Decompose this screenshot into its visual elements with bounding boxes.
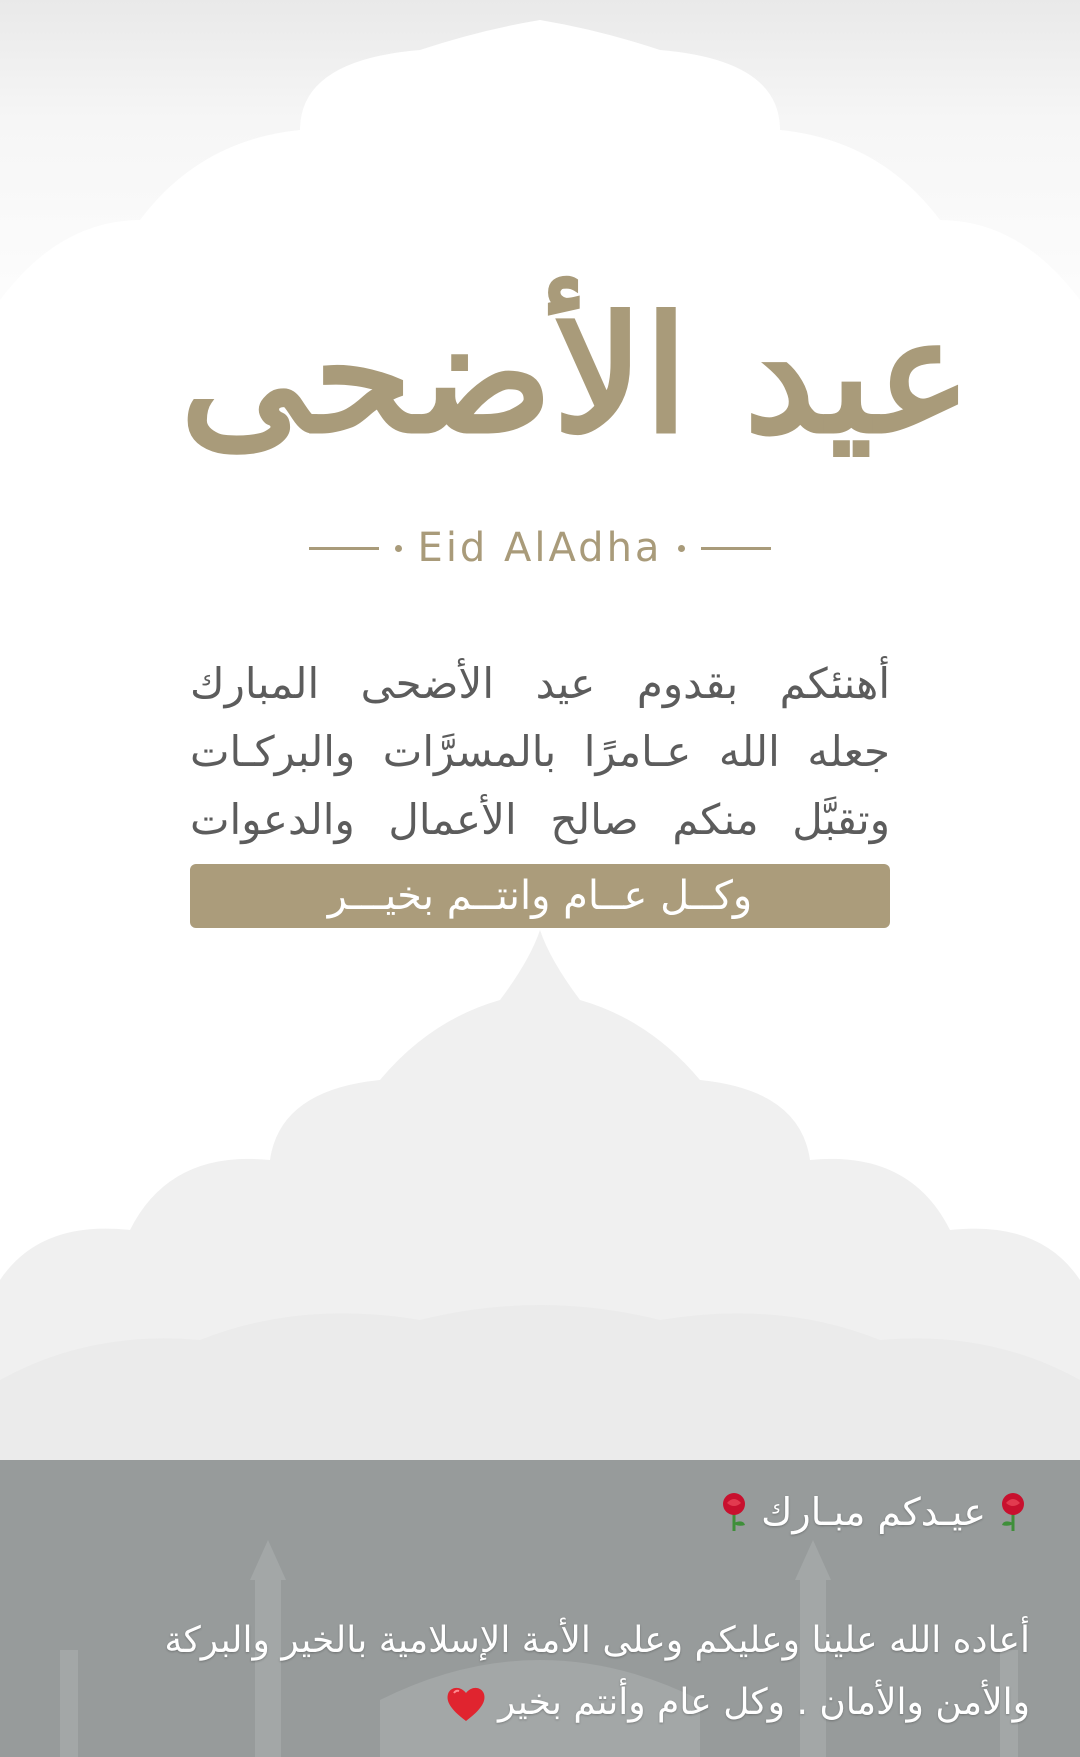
greeting-line: أهنئكم بقدوم عيد الأضحى المبارك xyxy=(190,659,890,708)
caption-line-text: والأمن والأمان . وكل عام وأنتم بخير xyxy=(497,1682,1030,1723)
status-caption xyxy=(0,1460,1080,1757)
ornament-dot-left xyxy=(395,545,402,552)
greeting-line: جعله الله عـامرًا بالمسرَّات والبركـات xyxy=(190,727,890,776)
eid-subtitle xyxy=(300,518,780,578)
caption-title-text: عيـدكم مبـارك xyxy=(761,1490,986,1534)
rose-icon xyxy=(996,1491,1030,1533)
caption-line xyxy=(50,1610,1030,1672)
ornament-dot-right xyxy=(678,545,685,552)
ornament-line-left xyxy=(309,547,379,550)
heart-icon xyxy=(444,1683,488,1723)
eid-al-adha-calligraphy: عيد الأضحى xyxy=(180,281,972,469)
caption-line xyxy=(50,1672,1030,1734)
rose-icon xyxy=(717,1491,751,1533)
closing-banner: وكــل عــام وانتــم بخيـــر xyxy=(190,864,890,928)
caption-title xyxy=(717,1490,1030,1534)
ornament-line-right xyxy=(701,547,771,550)
caption-body xyxy=(50,1610,1030,1734)
greeting-message xyxy=(190,650,890,928)
eid-subtitle-text: Eid AlAdha xyxy=(417,525,663,571)
caption-line-text: أعاده الله علينا وعليكم وعلى الأمة الإسلامية بالخير والبركة xyxy=(164,1620,1030,1661)
greeting-line: وتقبَّل منكم صالح الأعمال والدعوات xyxy=(190,795,890,844)
